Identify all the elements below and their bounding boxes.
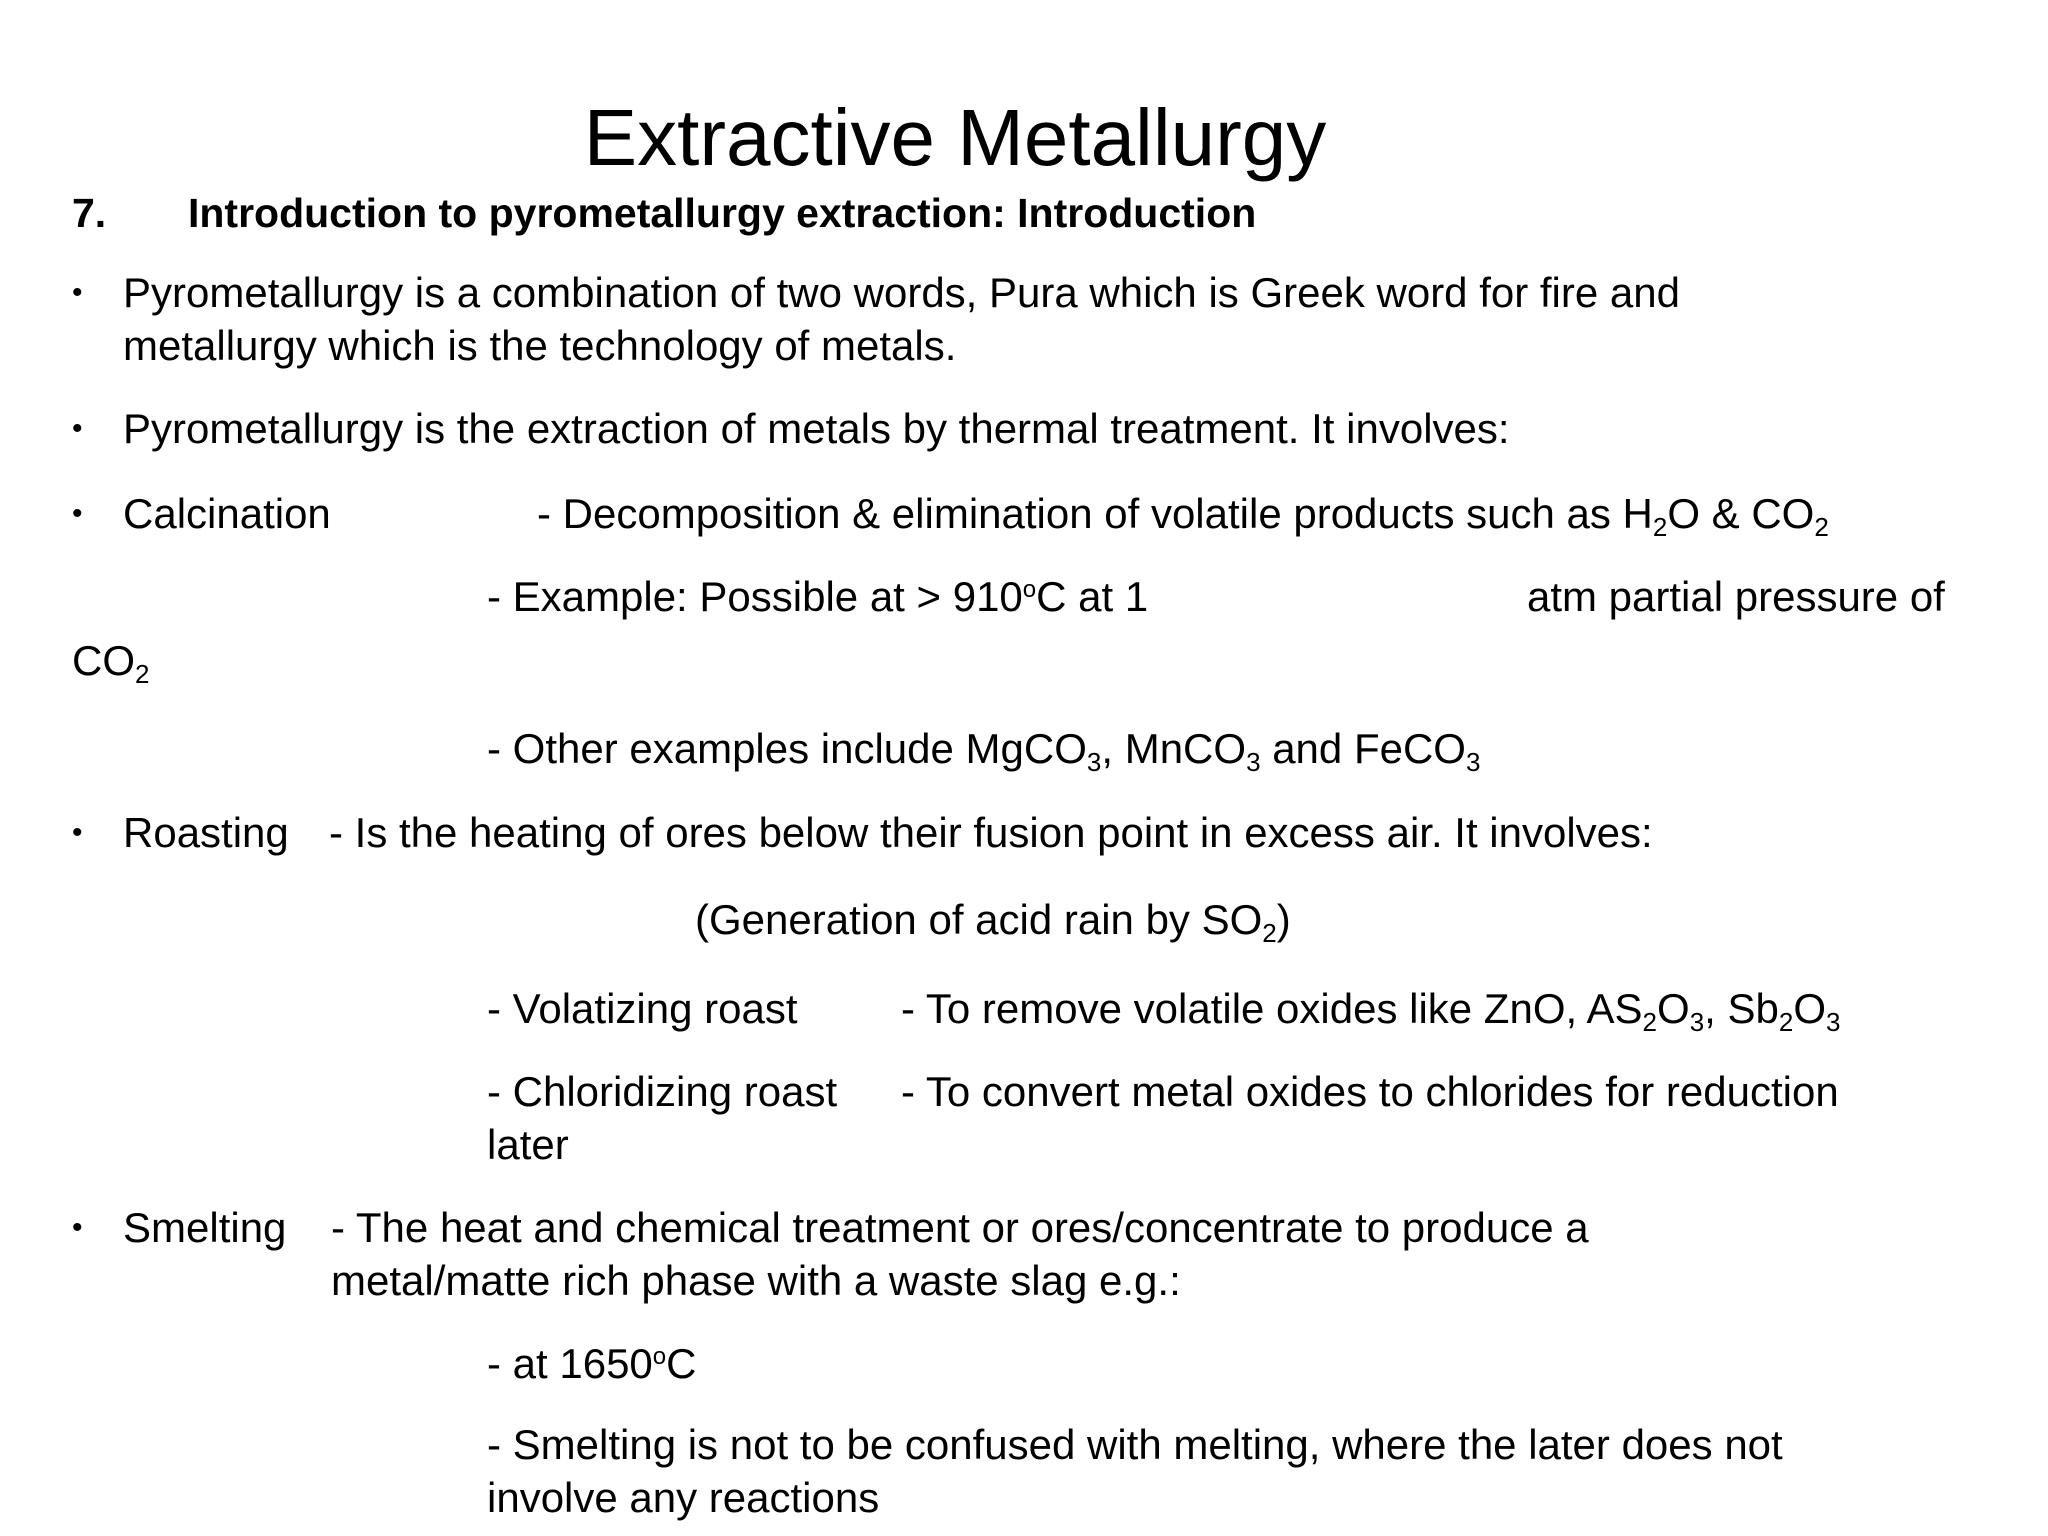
- bullet-1-line-2: metallurgy which is the technology of metals.: [123, 322, 957, 369]
- smelting-description-line-1: - The heat and chemical treatment or ores/concentrate to produce a: [331, 1204, 1589, 1251]
- roasting-acid-rain-note: (Generation of acid rain by $SO_2$): [695, 896, 1291, 948]
- chloridizing-roast-label: - Chloridizing roast: [487, 1068, 838, 1115]
- calcination-example-continued: atm partial pressure of: [1527, 573, 1945, 620]
- slide-title: Extractive Metallurgy: [583, 93, 1327, 182]
- bullet-marker: •: [72, 276, 83, 309]
- bullet-marker: •: [72, 816, 83, 849]
- chloridizing-roast-description: - To convert metal oxides to chlorides for reduction: [901, 1068, 1839, 1115]
- smelting-note-line-1: - Smelting is not to be confused with melting, where the later does not: [487, 1421, 1783, 1468]
- calcination-label: Calcination: [123, 490, 331, 537]
- volatizing-roast-description: - To remove volatile oxides like ZnO, $AS_2O_3$, $Sb_2O_3$: [901, 985, 1841, 1037]
- section-heading: Introduction to pyrometallurgy extraction: Introduction: [188, 190, 1257, 236]
- calcination-other-examples: - Other examples include MgCO$_3$, MnCO$_3$ and FeCO$_3$: [487, 725, 1481, 777]
- calcination-example-co2: $CO_2$: [72, 637, 150, 689]
- bullet-marker: •: [72, 1211, 83, 1244]
- bullet-marker: •: [72, 497, 83, 530]
- bullet-marker: •: [72, 412, 83, 445]
- smelting-description-line-2: metal/matte rich phase with a waste slag e.g.:: [331, 1257, 1181, 1304]
- volatizing-roast-label: - Volatizing roast: [487, 985, 798, 1032]
- section-number: 7.: [72, 190, 107, 236]
- roasting-description: - Is the heating of ores below their fusion point in excess air. It involves:: [329, 809, 1653, 856]
- smelting-note-line-2: involve any reactions: [487, 1474, 880, 1521]
- smelting-label: Smelting: [123, 1204, 287, 1251]
- bullet-2-text: Pyrometallurgy is the extraction of metals by thermal treatment. It involves:: [123, 405, 1510, 452]
- bullet-1-line-1: Pyrometallurgy is a combination of two words, Pura which is Greek word for fire and: [123, 269, 1680, 316]
- calcination-example: - Example: Possible at > $910^oC$ at 1: [487, 573, 1149, 620]
- smelting-temperature: - at 1650$^o$C: [487, 1340, 697, 1387]
- roasting-label: Roasting: [123, 809, 289, 856]
- calcination-description: - Decomposition & elimination of volatile products such as $H_2O$ & $CO_2$: [537, 490, 1829, 542]
- chloridizing-roast-description-cont: later: [487, 1121, 569, 1168]
